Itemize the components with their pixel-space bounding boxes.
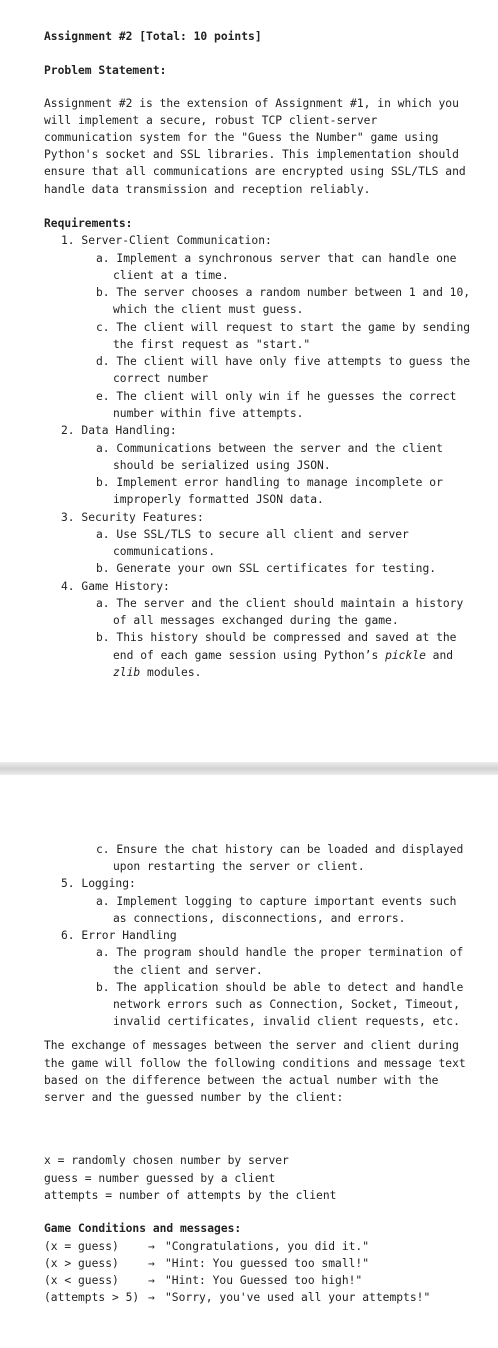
requirement-3-title: 3. Security Features:: [61, 511, 204, 524]
condition-expression: (x = guess): [44, 1240, 119, 1253]
document-page-2: [0, 775, 498, 1348]
arrow-icon: →: [148, 1240, 155, 1253]
definition-attempts: attempts = number of attempts by the client: [44, 1189, 337, 1202]
list-item-continuation: which the client must guess.: [113, 303, 304, 316]
list-item-continuation: correct number: [113, 372, 209, 385]
list-item-continuation: improperly formatted JSON data.: [113, 493, 324, 506]
text-line: Assignment #2 is the extension of Assignment #1, in which you: [44, 97, 459, 110]
list-item-continuation: should be serialized using JSON.: [113, 459, 331, 472]
problem-statement-heading: Problem Statement:: [44, 64, 167, 77]
condition-expression: (x < guess): [44, 1274, 119, 1287]
definition-guess: guess = number guessed by a client: [44, 1172, 276, 1185]
definition-x: x = randomly chosen number by server: [44, 1154, 289, 1167]
list-item: b. Implement error handling to manage incomplete or: [96, 476, 443, 489]
zlib-module-name: zlib: [113, 666, 141, 679]
list-item: c. Ensure the chat history can be loaded and displayed: [96, 843, 464, 856]
list-item-continuation: [113, 647, 453, 664]
text-line: handle data transmission and reception reliably.: [44, 183, 371, 196]
list-item-continuation: the first request as "start.": [113, 338, 311, 351]
list-item: b. The application should be able to detect and handle: [96, 981, 464, 994]
requirement-2-title: 2. Data Handling:: [61, 424, 177, 437]
list-item-continuation: as connections, disconnections, and errors.: [113, 912, 406, 925]
list-item-continuation: [113, 664, 201, 681]
list-item: e. The client will only win if he guesses the correct: [96, 390, 457, 403]
requirement-6-title: 6. Error Handling: [61, 929, 177, 942]
text-span: modules.: [140, 666, 202, 679]
arrow-icon: →: [148, 1257, 155, 1270]
text-line: server and the guessed number by the client:: [44, 1091, 344, 1104]
condition-expression: (x > guess): [44, 1257, 119, 1270]
list-item-continuation: upon restarting the server or client.: [113, 860, 365, 873]
text-line: communication system for the "Guess the Number" game using: [44, 131, 439, 144]
list-item-continuation: network errors such as Connection, Socket, Timeout,: [113, 998, 460, 1011]
list-item: a. Implement a synchronous server that can handle one: [96, 252, 457, 265]
pickle-module-name: pickle: [385, 649, 426, 662]
requirement-1-title: 1. Server-Client Communication:: [61, 234, 272, 247]
list-item: a. Implement logging to capture important events such: [96, 895, 457, 908]
condition-message: "Hint: You Guessed too high!": [165, 1274, 363, 1287]
list-item: a. The program should handle the proper termination of: [96, 946, 464, 959]
text-line: The exchange of messages between the server and client during: [44, 1039, 459, 1052]
list-item-continuation: of all messages exchanged during the game.: [113, 614, 399, 627]
text-line: the game will follow the following conditions and message text: [44, 1057, 466, 1070]
text-span: and: [425, 649, 454, 662]
list-item: b. This history should be compressed and saved at the: [96, 631, 457, 644]
list-item: a. The server and the client should maintain a history: [96, 597, 464, 610]
condition-message: "Hint: You guessed too small!": [165, 1257, 370, 1270]
assignment-title: Assignment #2 [Total: 10 points]: [44, 30, 262, 43]
condition-message: "Congratulations, you did it.": [165, 1240, 370, 1253]
requirement-4-title: 4. Game History:: [61, 580, 170, 593]
condition-message: "Sorry, you've used all your attempts!": [165, 1291, 431, 1304]
list-item: b. The server chooses a random number between 1 and 10,: [96, 286, 471, 299]
requirement-5-title: 5. Logging:: [61, 877, 136, 890]
list-item: c. The client will request to start the game by sending: [96, 321, 471, 334]
text-line: ensure that all communications are encrypted using SSL/TLS and: [44, 165, 466, 178]
text-span: end of each game session using Python’s: [113, 649, 386, 662]
list-item-continuation: invalid certificates, invalid client requests, etc.: [113, 1015, 460, 1028]
list-item: d. The client will have only five attempts to guess the: [96, 355, 471, 368]
arrow-icon: →: [148, 1274, 155, 1287]
arrow-icon: →: [148, 1291, 155, 1304]
list-item-continuation: number within five attempts.: [113, 407, 304, 420]
text-line: based on the difference between the actual number with the: [44, 1074, 439, 1087]
list-item: a. Communications between the server and the client: [96, 442, 443, 455]
list-item: b. Generate your own SSL certificates for testing.: [96, 562, 437, 575]
list-item-continuation: client at a time.: [113, 269, 229, 282]
list-item-continuation: the client and server.: [113, 964, 263, 977]
list-item: a. Use SSL/TLS to secure all client and server: [96, 528, 409, 541]
page-separator: [0, 762, 498, 775]
condition-expression: (attempts > 5): [44, 1291, 140, 1304]
text-line: Python's socket and SSL libraries. This implementation should: [44, 148, 459, 161]
requirements-heading: Requirements:: [44, 217, 133, 230]
game-conditions-heading: Game Conditions and messages:: [44, 1222, 242, 1235]
text-line: will implement a secure, robust TCP client-server: [44, 114, 378, 127]
list-item-continuation: communications.: [113, 545, 216, 558]
